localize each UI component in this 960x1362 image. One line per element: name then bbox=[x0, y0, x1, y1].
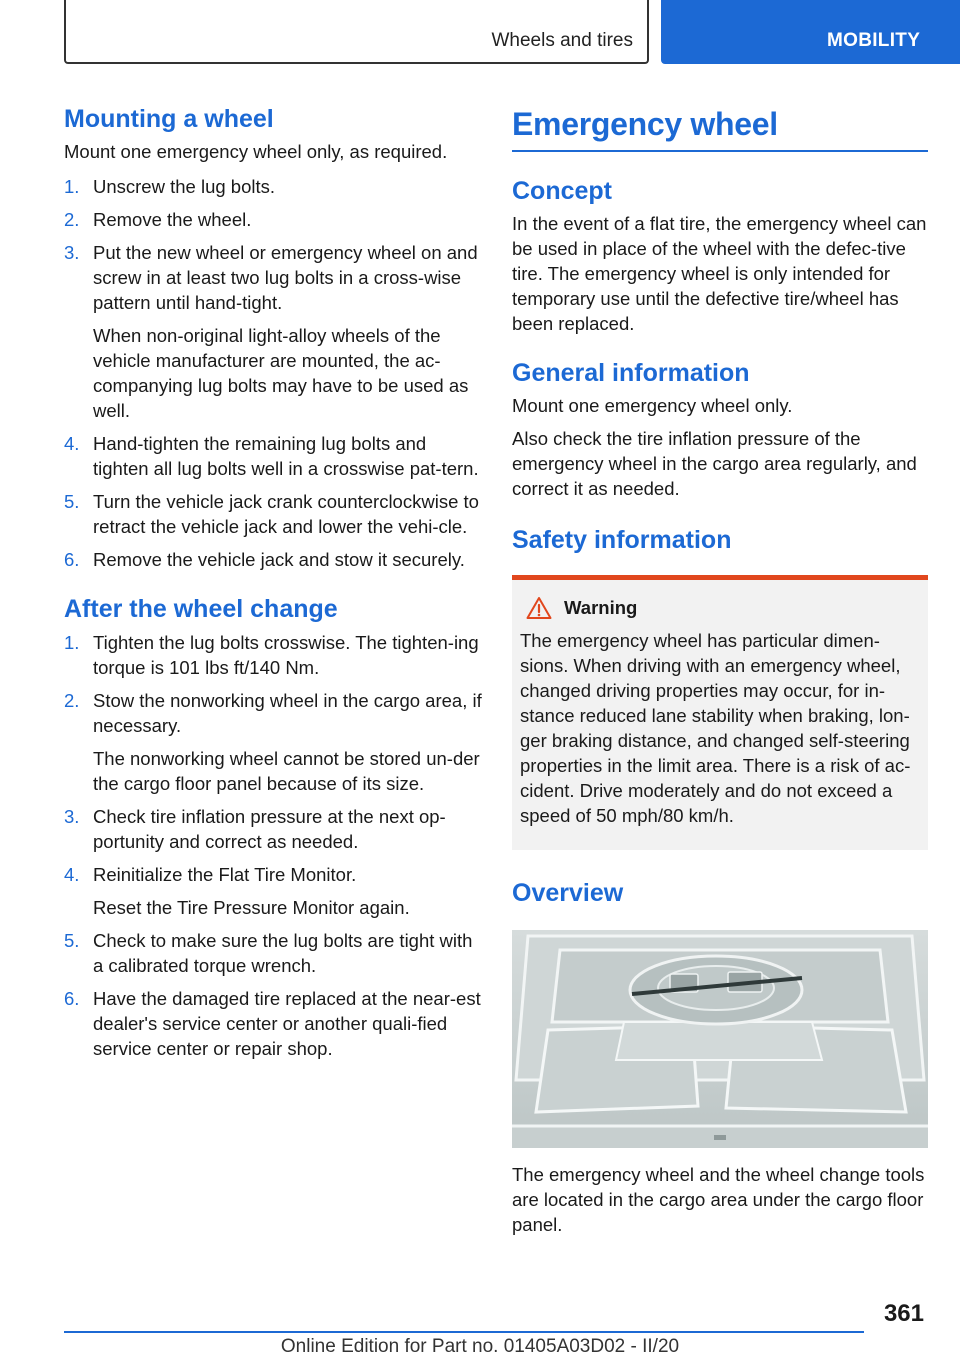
after-change-heading: After the wheel change bbox=[64, 595, 338, 623]
step-number: 4. bbox=[64, 433, 80, 454]
step-note: Reset the Tire Pressure Monitor again. bbox=[93, 897, 410, 918]
step-note: The nonworking wheel cannot be stored un-der the cargo floor panel because of its size. bbox=[93, 748, 480, 794]
after-change-steps-list bbox=[64, 630, 482, 1061]
step-text: Remove the vehicle jack and stow it securely. bbox=[93, 549, 465, 570]
step-number: 6. bbox=[64, 988, 80, 1009]
emergency-wheel-heading: Emergency wheel bbox=[512, 106, 778, 142]
footer-edition: Online Edition for Part no. 01405A03D02 - II/20 bbox=[280, 1336, 680, 1357]
warning-title: Warning bbox=[564, 597, 638, 618]
step-text: Put the new wheel or emergency wheel on and screw in at least two lug bolts in a cross-wise pattern until hand-tight. bbox=[93, 242, 478, 313]
step-number: 5. bbox=[64, 930, 80, 951]
header-section-tab bbox=[64, 0, 649, 64]
list-item bbox=[64, 240, 482, 423]
mounting-intro: Mount one emergency wheel only, as required. bbox=[64, 141, 448, 162]
left-column bbox=[64, 104, 482, 1061]
general-info-heading: General information bbox=[512, 359, 750, 387]
step-number: 6. bbox=[64, 549, 80, 570]
step-text: Reinitialize the Flat Tire Monitor. bbox=[93, 864, 357, 885]
list-item bbox=[64, 207, 482, 232]
footer-divider bbox=[64, 1331, 864, 1333]
step-text: Tighten the lug bolts crosswise. The tighten-ing torque is 101 lbs ft/140 Nm. bbox=[93, 632, 479, 678]
general-info-text-2: Also check the tire inflation pressure of the emergency wheel in the cargo area regularly, and correct it as needed. bbox=[512, 428, 917, 499]
page-number: 361 bbox=[883, 1300, 924, 1327]
step-note: When non-original light-alloy wheels of the vehicle manufacturer are mounted, the ac-companying lug bolts may have to be used as well. bbox=[93, 325, 469, 421]
step-number: 3. bbox=[64, 242, 80, 263]
list-item bbox=[64, 630, 482, 680]
header-section-title: Wheels and tires bbox=[491, 30, 633, 51]
list-item bbox=[64, 928, 482, 978]
cargo-area-illustration bbox=[512, 930, 928, 1148]
step-number: 1. bbox=[64, 176, 80, 197]
step-text: Hand-tighten the remaining lug bolts and tighten all lug bolts well in a crosswise pat-tern. bbox=[93, 433, 479, 479]
list-item bbox=[64, 431, 482, 481]
step-text: Stow the nonworking wheel in the cargo area, if necessary. bbox=[93, 690, 482, 736]
step-text: Check to make sure the lug bolts are tight with a calibrated torque wrench. bbox=[93, 930, 473, 976]
mounting-steps-list bbox=[64, 174, 482, 572]
general-info-text-1: Mount one emergency wheel only. bbox=[512, 395, 793, 416]
list-item bbox=[64, 489, 482, 539]
overview-heading: Overview bbox=[512, 879, 624, 907]
step-text: Unscrew the lug bolts. bbox=[93, 176, 276, 197]
step-text: Turn the vehicle jack crank counterclockwise to retract the vehicle jack and lower the vehi-cle. bbox=[93, 491, 479, 537]
step-number: 1. bbox=[64, 632, 80, 653]
right-column bbox=[512, 104, 928, 1237]
list-item bbox=[64, 804, 482, 854]
step-number: 2. bbox=[64, 209, 80, 230]
step-text: Have the damaged tire replaced at the near-est dealer's service center or another quali-fied service center or repair shop. bbox=[93, 988, 481, 1059]
step-text: Check tire inflation pressure at the next op-portunity and correct as needed. bbox=[93, 806, 446, 852]
warning-triangle-icon bbox=[526, 596, 552, 620]
step-text: Remove the wheel. bbox=[93, 209, 252, 230]
step-number: 4. bbox=[64, 864, 80, 885]
warning-text: The emergency wheel has particular dimen-sions. When driving with an emergency wheel, changed driving properties may occur, for in-stance reduced lane stability when braking, lon-ger braking distance, and changed self-steering properties in the limit area. There is a risk of ac-cident. Drive moderately and do not exceed a speed of 50 mph/80 km/h. bbox=[520, 630, 911, 826]
step-number: 3. bbox=[64, 806, 80, 827]
mounting-heading: Mounting a wheel bbox=[64, 105, 274, 133]
list-item bbox=[64, 174, 482, 199]
overview-caption: The emergency wheel and the wheel change tools are located in the cargo area under the cargo floor panel. bbox=[512, 1164, 925, 1235]
list-item bbox=[64, 986, 482, 1061]
concept-text: In the event of a flat tire, the emergency wheel can be used in place of the wheel with the defec-tive tire. The emergency wheel is only intended for temporary use until the defective tire/wheel has been replaced. bbox=[512, 213, 927, 334]
step-number: 5. bbox=[64, 491, 80, 512]
list-item bbox=[64, 862, 482, 920]
concept-heading: Concept bbox=[512, 177, 612, 205]
chapter-heading-rule bbox=[512, 104, 928, 152]
header-chapter-title: MOBILITY bbox=[827, 30, 921, 51]
header-chapter-tab[interactable] bbox=[661, 0, 960, 64]
list-item bbox=[64, 547, 482, 572]
warning-box bbox=[512, 575, 928, 850]
list-item bbox=[64, 688, 482, 796]
safety-info-heading: Safety information bbox=[512, 526, 732, 554]
step-number: 2. bbox=[64, 690, 80, 711]
